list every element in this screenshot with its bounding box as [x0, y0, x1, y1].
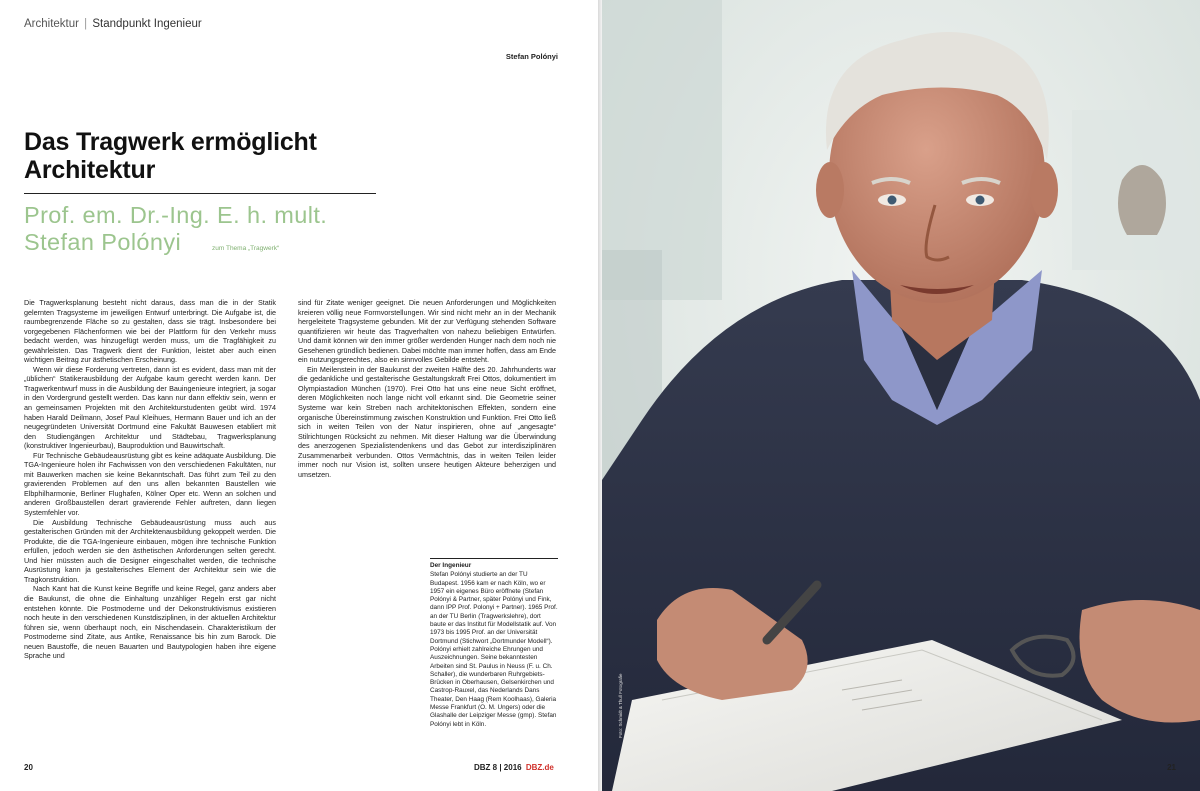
- paragraph: Für Technische Gebäudeausrüstung gibt es keine adäquate Ausbildung. Die TGA-Ingenieure holen ihr Fachwissen von den verschiedenen Fakultäten, nur mit Bauwerken machen sie keine Bekanntschaft. Das führt zum Teil zu den gravierenden Problemen auf den uns allen bekannten Baustellen wie Elbphilharmonie, Berliner Flughafen, Kölner Oper etc. Wenn an solchen und anderen Großbaustellen derart gravierende Fehler auftreten, dann liegen Systemfehler vor.: [24, 450, 276, 518]
- photo-credit: Foto: Schmidt & Thull Fotografie: [618, 673, 623, 738]
- portrait-illustration: [602, 0, 1200, 791]
- running-head: [24, 18, 202, 30]
- left-pupil: [888, 196, 897, 205]
- page-number-left: 20: [24, 763, 33, 772]
- body-column-1: [24, 298, 276, 661]
- paragraph: Ein Meilenstein in der Baukunst der zweiten Hälfte des 20. Jahrhunderts war die gedankliche und gestalterische Gestaltungskraft Frei Ottos, dokumentiert im Olympiastadion München (1970). Frei Otto hat uns eine neue Sicht eröffnet, deren Möglichkeiten noch lange nicht voll erkannt sind. Die Geometrie seiner Systeme war kein Streben nach architektonischen Effekten, sondern eine organische Übereinstimmung zwischen Konstruktion und Funktion. Frei Otto ließ sich in weiten Teilen von der Natur inspirieren, ohne auf „angesagte“ Stilrichtungen Rücksicht zu nehmen. Mit dieser Haltung war die Überwindung des anerzogenen Spezialistendenkens und das Gebot zur interdisziplinären Zusammenarbeit verbunden. Ottos Vermächtnis, das in weiten Teilen leider immer noch nur Vision ist, sollten unsere heutigen Akteure beherzigen und umsetzen.: [298, 364, 556, 479]
- section-label: Architektur: [24, 18, 79, 30]
- brand-link[interactable]: DBZ.de: [525, 763, 554, 772]
- subhead-line-2: Stefan Polónyi: [24, 229, 182, 255]
- paragraph: Wenn wir diese Forderung vertreten, dann ist es evident, dass man mit der „üblichen“ Statikerausbildung der Aufgabe kaum gerecht werden kann. Der Tragwerkentwurf muss in die Ausbildung der Bauingenieure integriert, ja sogar in den Vordergrund gestellt werden. Das kann nur dann effektiv sein, wenn er an gemeinsamen Projekten mit den Architekturstudenten geübt wird. 1974 haben Harald Deilmann, Josef Paul Kleihues, Hermann Bauer und ich an der neugegründeten Universität Dortmund eine Fakultät Bauwesen etabliert mit den Studiengängen Architektur und Städtebau, Tragwerksplanung (konstruktiver Ingenieurbau), Bauproduktion und Bauwirtschaft.: [24, 364, 276, 451]
- bio-box: [430, 558, 558, 729]
- issue-label: DBZ 8 | 2016: [474, 763, 522, 772]
- headline-rule: [24, 193, 376, 194]
- article-headline: [24, 128, 384, 184]
- page-number-right: 21: [1167, 763, 1176, 772]
- right-pupil: [976, 196, 985, 205]
- paragraph: Die Ausbildung Technische Gebäudeausrüstung muss auch aus gestalterischen Gründen mit der Architektenausbildung gekoppelt werden. Die Produkte, die die TGA-Ingenieure einbauen, mögen ihre technische Funktion erfüllen, jedoch werden sie den ästhetischen Anforderungen selten gerecht. Und hier müssten auch die Designer eingeschaltet werden, die technische Ausrüstung kann ja gestalterisches Element der Architektur sein wie die Tragkonstruktion.: [24, 517, 276, 584]
- paragraph: Die Tragwerksplanung besteht nicht daraus, dass man die in der Statik gelernten Tragsysteme im jeweiligen Entwurf unterbringt. Die Aufgabe ist, die raumbegrenzende Fläche so zu gestalten, dass sie trägt. Insbesondere bei vorgegebenen Flächenformen wie bei der Plattform für den Verkehr muss bedacht werden, was hinzugefügt werden muss, um die Tragfähigkeit zu gewährleisten. Das Tragwerk dient der Funktion, leistet aber auch einen wichtigen Beitrag zur ästhetischen Erscheinung.: [24, 298, 276, 365]
- subhead-line-1: Prof. em. Dr.-Ing. E. h. mult.: [24, 202, 328, 228]
- portrait-photo: [602, 0, 1200, 791]
- subhead-topic: zum Thema „Tragwerk“: [212, 245, 280, 252]
- author-tag: Stefan Polónyi: [505, 52, 558, 61]
- issue-line: [474, 763, 554, 772]
- right-ear: [1030, 162, 1058, 218]
- headline-line-2: Architektur: [24, 156, 156, 184]
- subsection-label: Standpunkt Ingenieur: [92, 18, 202, 30]
- bio-text: Stefan Polónyi studierte an der TU Budapest. 1956 kam er nach Köln, wo er 1957 ein eigenes Büro eröffnete (Stefan Polónyi & Partner, später Polónyi und Fink, dann IPP Prof. Polonyi + Partner). 1965 Prof. an der TU Berlin (Tragwerkslehre), dort baute er das Institut für Modellstatik auf. Von 1973 bis 1995 Prof. an der Universität Dortmund (Stichwort „Dortmunder Modell“). Polónyi erhielt zahlreiche Ehrungen und Auszeichnungen. Seine bekanntesten Arbeiten sind St. Paulus in Neuss (F. u. Ch. Schaller), die wunderbaren Ruhrgebiets-Brücken in Oberhausen, Gelsenkirchen und Castrop-Rauxel, das Nederlands Dans Theater, Den Haag (Rem Koolhaas), Galeria Messe Frankfurt (O. M. Ungers) oder die Glashalle der Leipziger Messe (gmp). Stefan Polónyi lebt in Köln.: [430, 571, 558, 728]
- bio-rule: [430, 558, 558, 559]
- paragraph: Nach Kant hat die Kunst keine Begriffe und keine Regel, ganz anders aber die Baukunst, die ohne die Einhaltung unzähliger Regeln erst gar nicht entstehen könnte. Die Postmoderne und der Dekonstruktivismus existieren noch heute in den verschiedenen Kunstdisziplinen, in der aktuellen Architektur führen sie, wenn überhaupt noch, ein Nischendasein. Charakteristikum der Postmoderne sind Zitate, aus Antike, Renaissance bis hin zum Barock. Die neuen Baustoffe, die neuen Bauarten und Bautypologien haben ihre eigene Sprache und: [24, 584, 276, 661]
- section-separator: |: [84, 18, 88, 30]
- paragraph: sind für Zitate weniger geeignet. Die neuen Anforderungen und Möglichkeiten kreieren völlig neue Formvorstellungen. Wir sind nicht mehr an in der Mechanik hergeleitete Tragsysteme gebunden. Mit der zur Verfügung stehenden Software quantifizieren wir heute das Tragverhalten von nahezu beliebigen Entwürfen. Und damit können wir den immer größer werdenden Hunger nach dem noch nie Gesehenen gründlich bedienen. Dabei möchte man immer hoffen, dass am Ende ein nutzungsgerechtes, also ein sinnvolles Gebilde entsteht.: [298, 298, 556, 365]
- left-page: [0, 0, 598, 791]
- left-ear: [816, 162, 844, 218]
- headline-line-1: Das Tragwerk ermöglicht: [24, 128, 317, 156]
- bio-title: Der Ingenieur: [430, 562, 472, 569]
- body-column-2: [298, 298, 556, 479]
